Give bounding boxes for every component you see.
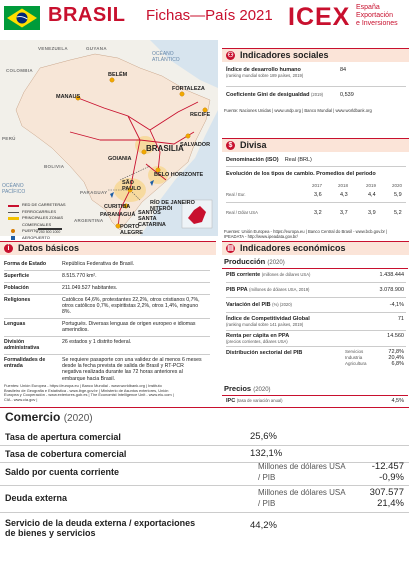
divider bbox=[226, 312, 406, 313]
legend-item-zones: PRINCIPALES ZONAS bbox=[6, 215, 66, 222]
divider bbox=[0, 445, 409, 446]
currency-row-eur: Real / Eur. 3,6 4,3 4,4 5,9 bbox=[226, 192, 402, 198]
econ-row-distribucion: Distribución sectorial del PIB bbox=[226, 350, 303, 356]
currency-evolution-label: Evolución de los tipos de cambio. Promedios del periodo bbox=[226, 171, 376, 177]
econ-distribution-values: 72,8% 20,4% 6,8% bbox=[388, 349, 404, 368]
basic-row-division: División administrativa 26 estados y 1 distrito federal. bbox=[4, 339, 132, 352]
icex-logo-subtitle: España Exportación e Inversiones bbox=[356, 4, 398, 27]
map-label-porto-alegre: PORTO ALEGRE bbox=[120, 224, 143, 236]
divider bbox=[4, 318, 210, 319]
trade-row-servicio-deuda: Servicio de la deuda externa / exportaciones de bienes y servicios bbox=[5, 518, 196, 538]
basic-row-lenguas: Lenguas Portugués. Diversas lenguas de origen europeo e idiomas amerindios. bbox=[4, 321, 196, 334]
divider bbox=[4, 294, 210, 295]
divider bbox=[4, 354, 210, 355]
map-label-bolivia: BOLIVIA bbox=[44, 164, 65, 169]
map-label-fortaleza: FORTALEZA bbox=[172, 86, 205, 92]
map-label-atlantic: OCÉANO ATLÁNTICO bbox=[152, 51, 180, 63]
map-scale: 0 250 500 1000 bbox=[36, 230, 61, 234]
basic-data-section-header bbox=[0, 241, 216, 255]
trade-value-servicio-deuda: 44,2% bbox=[250, 520, 277, 531]
currency-section-header bbox=[222, 138, 409, 152]
country-name: BRASIL bbox=[48, 4, 126, 26]
basic-row-forma-estado: Forma de Estado República Federativa de Brasil. bbox=[4, 261, 135, 267]
map-label-pacific: OCÉANO PACÍFICO bbox=[2, 183, 26, 195]
divider bbox=[222, 395, 408, 396]
map-label-santos: SANTOS bbox=[138, 210, 161, 216]
divider bbox=[226, 202, 406, 203]
country-map bbox=[0, 40, 218, 240]
social-row-gini: Coeficiente Gini de desigualdad (2019) bbox=[226, 92, 324, 98]
header bbox=[0, 0, 409, 38]
econ-value-renta: 14.560 bbox=[387, 333, 404, 339]
social-title: Indicadores sociales bbox=[240, 50, 329, 60]
map-label-colombia: COLOMBIA bbox=[6, 68, 33, 73]
trade-title: Comercio (2020) bbox=[5, 410, 93, 424]
currency-source: Fuentes: Unión Europea - https://europa.eu | Banco Central do Brasil - www.bcb.gov.br | IPEADATA - http://www.ipeadata.gov.br/ bbox=[224, 229, 388, 239]
social-section-header bbox=[222, 48, 409, 62]
econ-row-competitividad: Índice de Competitividad Global (ranking mundial sobre 141 países, 2019) bbox=[226, 316, 310, 327]
map-label-belo-horizonte: BELO HORIZONTE bbox=[154, 172, 204, 178]
divider bbox=[222, 268, 408, 269]
economic-title: Indicadores económicos bbox=[240, 243, 346, 253]
brazil-flag-icon bbox=[4, 6, 40, 30]
econ-row-pib: PIB corriente (millones de dólares USA) bbox=[226, 272, 311, 278]
econ-row-pib-ppa: PIB PPA (millones de dólares USA, 2019) bbox=[226, 287, 310, 293]
map-label-santa-catarina: SANTA CATARINA bbox=[138, 216, 166, 228]
chart-icon: ▤ bbox=[227, 245, 234, 252]
divider bbox=[226, 330, 406, 331]
divider bbox=[226, 282, 406, 283]
trade-row-saldo: Saldo por cuenta corriente bbox=[5, 467, 120, 477]
map-label-curitiba: CURITIBA bbox=[104, 204, 131, 210]
divider bbox=[4, 336, 210, 337]
currency-icon: $ bbox=[226, 141, 235, 150]
map-label-paranagua: PARANAGUÁ bbox=[100, 212, 136, 218]
legend-item-port: PUERTO bbox=[6, 228, 66, 235]
divider bbox=[0, 512, 409, 513]
legend-item-rails: FERROCARRILES bbox=[6, 209, 66, 216]
social-source: Fuente: Naciones Unidas | www.undp.org | Banco Mundial | www.worldbank.org bbox=[224, 108, 372, 113]
divider bbox=[226, 297, 406, 298]
map-label-goiania: GOIANIA bbox=[108, 156, 132, 162]
legend-item-roads: RED DE CARRETERAS bbox=[6, 202, 66, 209]
trade-unit-deuda: Millones de dólares USA / PIB bbox=[258, 488, 346, 508]
icex-logo: ICEX bbox=[288, 3, 351, 31]
map-label-salvador: SALVADOR bbox=[180, 142, 211, 148]
econ-row-variacion: Variación del PIB (%) (2020) bbox=[226, 302, 292, 308]
divider bbox=[0, 485, 409, 486]
map-label-venezuela: VENEZUELA bbox=[38, 46, 68, 51]
social-value-idh: 84 bbox=[340, 67, 347, 73]
map-label-rio: RÍO DE JANEIRO NITERÓI bbox=[150, 200, 195, 212]
person-icon: ⚇ bbox=[227, 52, 234, 59]
econ-value-ipc: 4,5% bbox=[391, 398, 404, 404]
trade-row-deuda: Deuda externa bbox=[5, 493, 68, 503]
currency-title: Divisa bbox=[240, 140, 267, 150]
map-label-peru: PERÚ bbox=[2, 136, 16, 141]
map-label-sao-paulo: SÃO PAULO bbox=[122, 180, 141, 192]
currency-denomination: Denominación (ISO) Real (BRL) bbox=[226, 157, 312, 163]
map-label-argentina: ARGENTINA bbox=[74, 218, 104, 223]
production-subtitle: Producción (2020) bbox=[224, 257, 285, 266]
divider bbox=[226, 86, 406, 87]
trade-value-apertura: 25,6% bbox=[250, 431, 277, 442]
trade-row-apertura: Tasa de apertura comercial bbox=[5, 432, 121, 442]
trade-row-cobertura: Tasa de cobertura comercial bbox=[5, 449, 127, 459]
legend-item-airport: AEROPUERTO bbox=[6, 235, 66, 242]
basic-row-poblacion: Población 211.049.527 habitantes. bbox=[4, 285, 118, 291]
social-value-gini: 0,539 bbox=[340, 92, 354, 98]
economic-section-header bbox=[222, 241, 409, 255]
trade-value-cobertura: 132,1% bbox=[250, 448, 283, 459]
divider bbox=[0, 407, 409, 408]
basic-data-source: Fuentes: Unión Europea - https://europa.eu | Banco Mundial - www.worldbank.org | Instituto Brasileiro de Geografia e Estatística - www.ibge.gov.br | Ministerio de Asuntos exteriores, Unión Europea y Cooperación - www.exteriores.gob.es | The Economist Intelligence Unit - www.eiu.com | CIA - www.cia.gov | bbox=[4, 383, 174, 403]
divider bbox=[226, 166, 406, 167]
econ-value-competitividad: 71 bbox=[397, 316, 404, 322]
publication-subtitle: Fichas—País 2021 bbox=[146, 7, 273, 24]
currency-row-usd: Real / Dólar USA 3,2 3,7 3,9 5,2 bbox=[226, 210, 402, 216]
map-label-paraguay: PARAGUAY bbox=[80, 190, 108, 195]
legend-item-zones-2: COMERCIALES bbox=[22, 221, 52, 227]
basic-row-religiones: Religiones Católicos 64,6%, protestantes 22,2%, otros cristianos 0,7%, otros católicos 0,7%, espiritistas 2,2%, otros 1,4%, ninguno 8%. bbox=[4, 297, 200, 316]
econ-row-renta: Renta per cápita en PPA (precios corrientes, dólares USA) bbox=[226, 333, 290, 344]
map-label-recife: RECIFE bbox=[190, 112, 211, 118]
basic-row-formalidades: Formalidades de entrada Se requiere pasaporte con una validez de al menos 6 meses desde la fecha prevista de salida de Brasil y RT-PCR negativa realizada durante las 72 horas anteriores al embarque hacia Brasil. bbox=[4, 357, 202, 382]
divider bbox=[4, 270, 210, 271]
map-label-belem: BELÉM bbox=[108, 72, 128, 78]
social-row-idh: Índice de desarrollo humano (ranking mundial sobre 189 países, 2019) bbox=[226, 67, 304, 78]
map-label-brasilia: BRASILIA bbox=[146, 144, 184, 153]
info-icon: i bbox=[4, 244, 13, 253]
map-legend bbox=[6, 202, 66, 242]
econ-value-pib-ppa: 3.078.900 bbox=[379, 287, 404, 293]
trade-value-deuda: 307.577 21,4% bbox=[369, 487, 404, 509]
divider bbox=[226, 346, 406, 347]
econ-value-pib: 1.438.444 bbox=[379, 272, 404, 278]
econ-row-ipc: IPC (tasa de variación anual) bbox=[226, 398, 283, 404]
divider bbox=[4, 282, 210, 283]
basic-data-title: Datos básicos bbox=[18, 243, 80, 253]
map-label-manaus: MANAUS bbox=[56, 94, 81, 100]
econ-value-variacion: -4,1% bbox=[389, 302, 404, 308]
map-label-guyana: GUYANA bbox=[86, 46, 107, 51]
trade-value-saldo: -12.457 -0,9% bbox=[371, 461, 404, 483]
trade-unit-saldo: Millones de dólares USA / PIB bbox=[258, 462, 346, 482]
econ-distribution-labels: Servicios Industria Agricultura bbox=[345, 349, 367, 367]
basic-row-superficie: Superficie 8.515.770 km². bbox=[4, 273, 97, 279]
prices-subtitle: Precios (2020) bbox=[224, 384, 271, 393]
